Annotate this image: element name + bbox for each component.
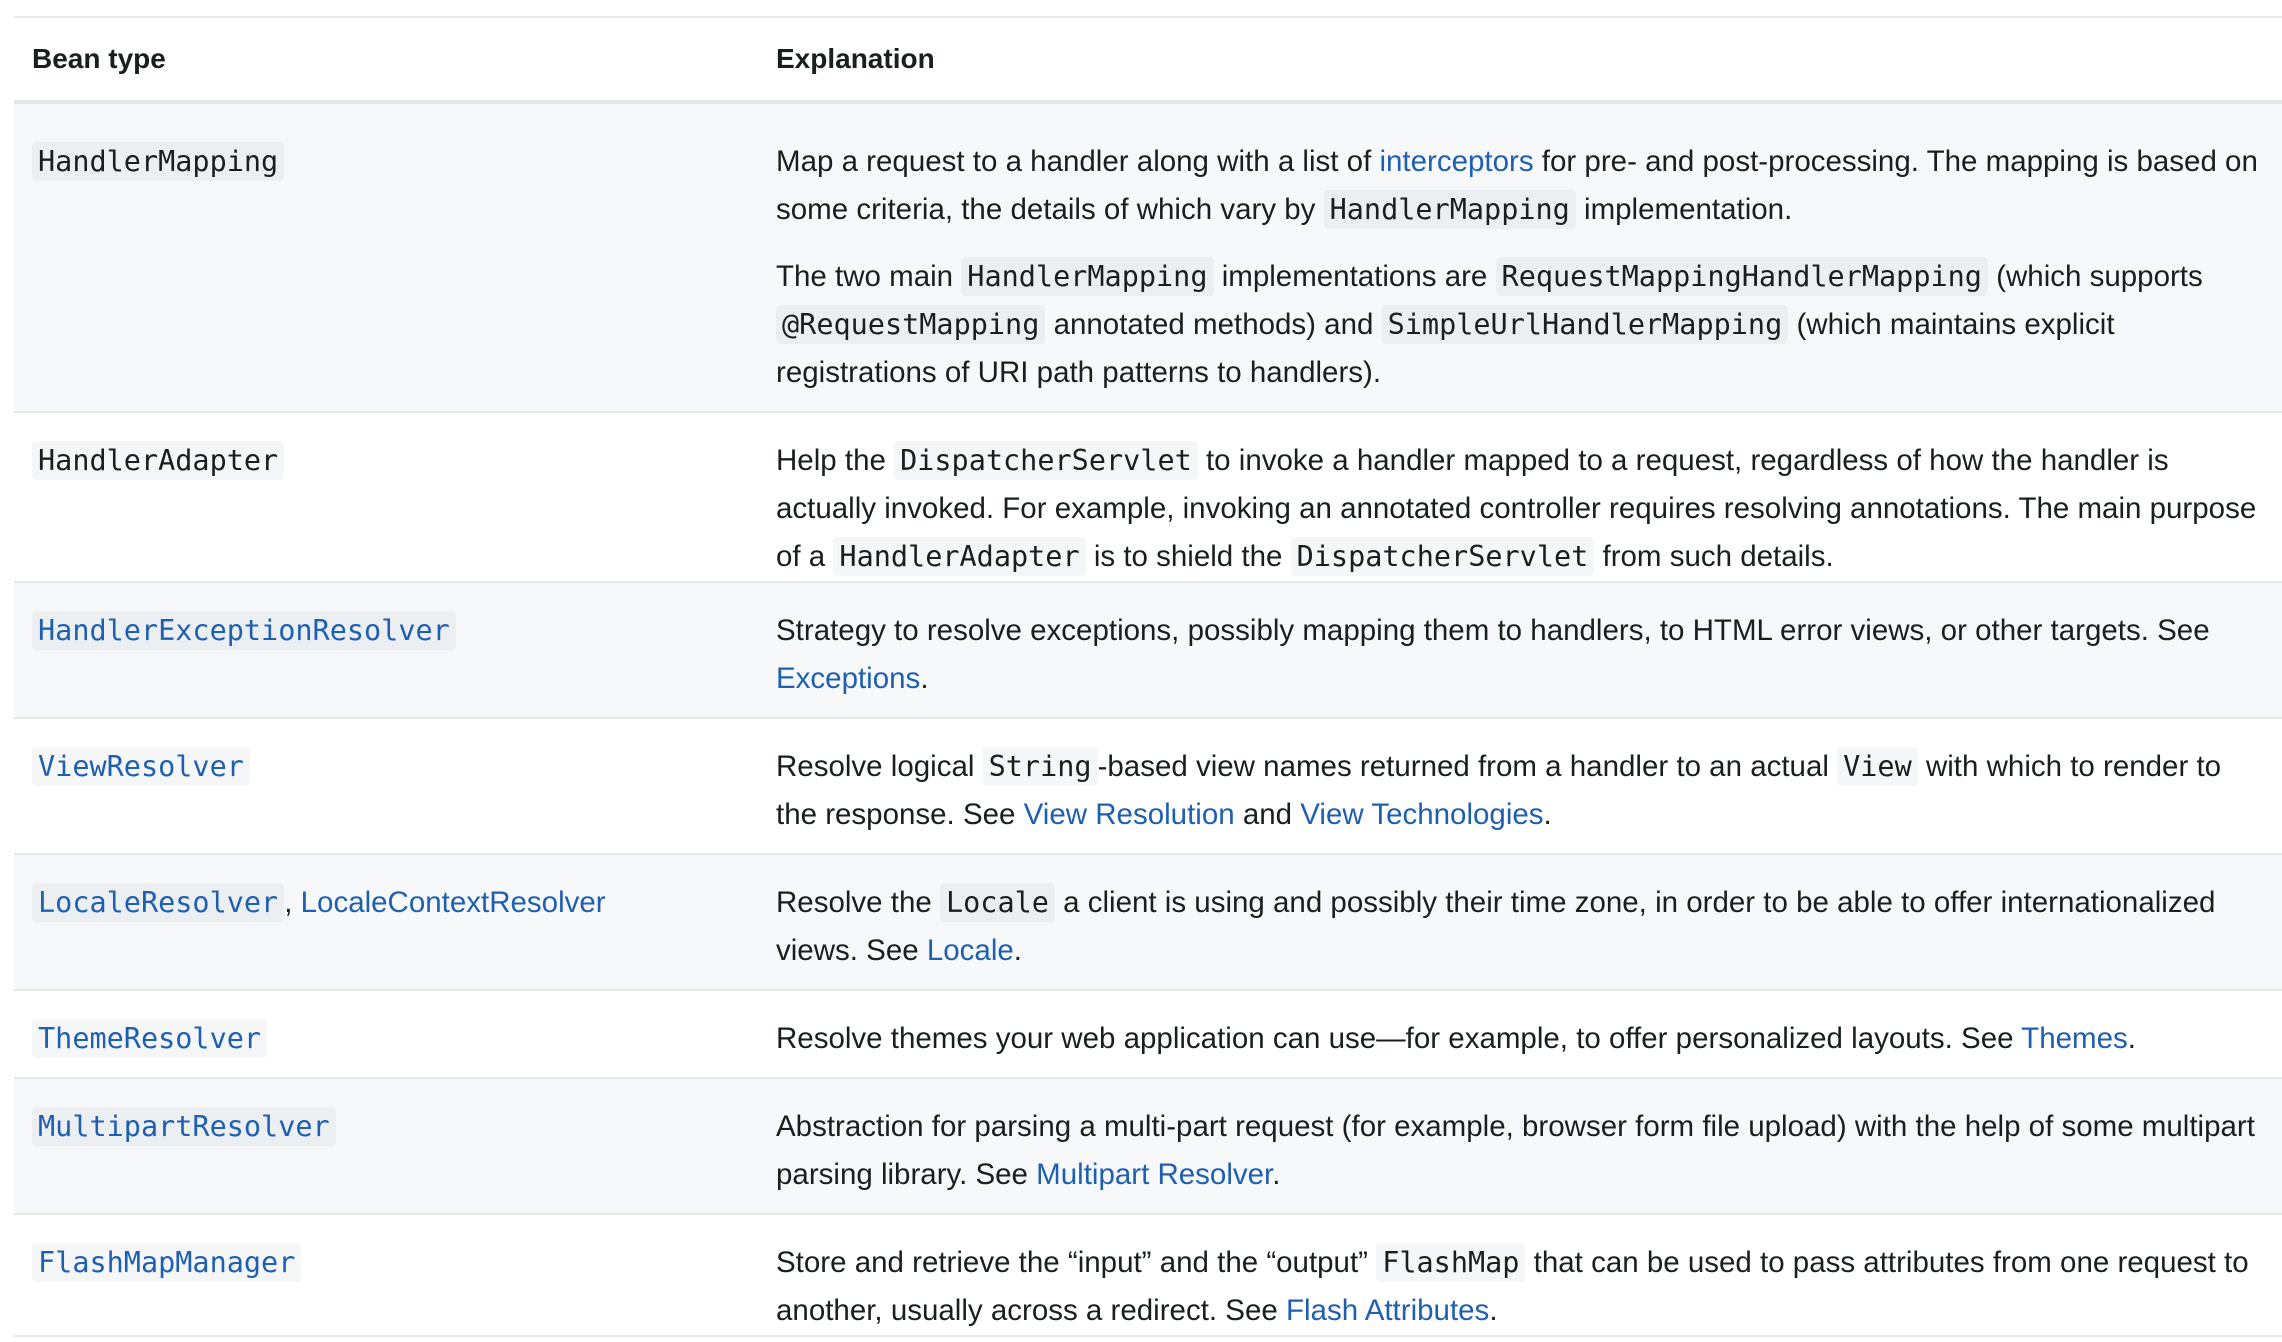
- explanation-text: for pre- and post-processing. The mapping is based on some criteria, the details of which vary by: [776, 145, 2258, 226]
- bean-type-cell: [14, 412, 776, 582]
- inline-code: SimpleUrlHandlerMapping: [1382, 305, 1789, 344]
- bean-type-cell: [14, 1078, 776, 1214]
- explanation-text: .: [1489, 1294, 1498, 1327]
- explanation-text: annotated methods) and: [1045, 308, 1382, 341]
- explanation-paragraph: [776, 1103, 2270, 1199]
- explanation-text: Map a request to a handler along with a list of: [776, 145, 1380, 178]
- explanation-paragraph: [776, 607, 2270, 703]
- table-header-row: [14, 18, 2282, 102]
- doc-link[interactable]: interceptors: [1379, 145, 1534, 178]
- bean-type-cell: [14, 990, 776, 1078]
- inline-code: FlashMap: [1376, 1243, 1525, 1282]
- inline-code: HandlerMapping: [961, 257, 1213, 296]
- bean-type-cell: [14, 718, 776, 854]
- table-row: [14, 102, 2282, 412]
- explanation-paragraph: [776, 879, 2270, 975]
- inline-code: DispatcherServlet: [894, 441, 1198, 480]
- explanation-text: The two main: [776, 260, 962, 293]
- explanation-paragraph: [776, 138, 2270, 234]
- explanation-text: implementations are: [1213, 260, 1496, 293]
- table-row: [14, 854, 2282, 990]
- explanation-cell: [776, 854, 2282, 990]
- table-row: [14, 990, 2282, 1078]
- explanation-cell: [776, 718, 2282, 854]
- explanation-text: Abstraction for parsing a multi-part request (for example, browser form file upload) with the help of some multipart parsing library. See: [776, 1110, 2255, 1191]
- explanation-cell: [776, 582, 2282, 718]
- table-row: [14, 1214, 2282, 1336]
- header-bean-type: Bean type: [14, 18, 776, 102]
- explanation-paragraph: [776, 743, 2270, 839]
- doc-link[interactable]: Multipart Resolver: [1036, 1158, 1273, 1191]
- explanation-text: .: [1543, 798, 1552, 831]
- bean-type-cell: [14, 1214, 776, 1336]
- bean-types-table: [14, 18, 2282, 1337]
- explanation-paragraph: [776, 437, 2270, 581]
- doc-link[interactable]: Exceptions: [776, 662, 921, 695]
- explanation-cell: [776, 1214, 2282, 1336]
- explanation-paragraph: [776, 1239, 2270, 1335]
- inline-code: String: [983, 747, 1098, 786]
- explanation-cell: [776, 412, 2282, 582]
- doc-link[interactable]: Flash Attributes: [1285, 1294, 1490, 1327]
- explanation-text: with which to render to the response. See: [776, 750, 2222, 831]
- explanation-text: Resolve the: [776, 886, 940, 919]
- bean-type-link[interactable]: ThemeResolver: [32, 1019, 267, 1058]
- bean-type-name: HandlerAdapter: [32, 441, 284, 480]
- explanation-text: a client is using and possibly their time zone, in order to be able to offer internationalized views. See: [776, 886, 2216, 967]
- inline-code: HandlerMapping: [1324, 190, 1576, 229]
- bean-type-link[interactable]: LocaleContextResolver: [300, 886, 606, 919]
- doc-link[interactable]: Locale: [926, 934, 1014, 967]
- bean-type-link[interactable]: ViewResolver: [32, 747, 250, 786]
- explanation-text: Resolve themes your web application can use—for example, to offer personalized layouts. See: [776, 1022, 2022, 1055]
- header-explanation: Explanation: [776, 18, 2282, 102]
- table-row: [14, 718, 2282, 854]
- explanation-text: that can be used to pass attributes from one request to another, usually across a redirect. See: [776, 1246, 2249, 1327]
- bean-type-cell: [14, 854, 776, 990]
- bean-type-link[interactable]: LocaleResolver: [32, 883, 284, 922]
- bean-type-cell: [14, 102, 776, 412]
- separator: ,: [284, 886, 301, 919]
- explanation-text: .: [1272, 1158, 1281, 1191]
- bean-type-name: HandlerMapping: [32, 142, 284, 181]
- table-body: [14, 102, 2282, 1336]
- explanation-text: .: [920, 662, 929, 695]
- inline-code: DispatcherServlet: [1291, 537, 1595, 576]
- doc-link[interactable]: View Resolution: [1023, 798, 1235, 831]
- table-row: [14, 1078, 2282, 1214]
- explanation-text: Strategy to resolve exceptions, possibly mapping them to handlers, to HTML error views, or other targets. See: [776, 614, 2210, 647]
- explanation-text: (which maintains explicit registrations of URI path patterns to handlers).: [776, 308, 2115, 389]
- explanation-paragraph: [776, 1015, 2270, 1063]
- explanation-text: implementation.: [1575, 193, 1793, 226]
- inline-code: @RequestMapping: [776, 305, 1045, 344]
- explanation-text: Help the: [776, 444, 895, 477]
- inline-code: View: [1837, 747, 1918, 786]
- explanation-cell: [776, 1078, 2282, 1214]
- bean-type-link[interactable]: MultipartResolver: [32, 1107, 336, 1146]
- inline-code: Locale: [940, 883, 1055, 922]
- explanation-cell: [776, 990, 2282, 1078]
- explanation-text: .: [2127, 1022, 2136, 1055]
- bean-type-link[interactable]: FlashMapManager: [32, 1243, 301, 1282]
- explanation-paragraph: [776, 253, 2270, 397]
- bean-type-link[interactable]: HandlerExceptionResolver: [32, 611, 456, 650]
- explanation-cell: [776, 102, 2282, 412]
- explanation-text: from such details.: [1594, 540, 1834, 573]
- explanation-text: is to shield the: [1085, 540, 1291, 573]
- explanation-text: to invoke a handler mapped to a request, regardless of how the handler is actually invoked. For example, invoking an annotated controller requires resolving annotations. The main purpose of a: [776, 444, 2257, 573]
- explanation-text: -based view names returned from a handler to an actual: [1097, 750, 1838, 783]
- explanation-text: Resolve logical: [776, 750, 983, 783]
- inline-code: HandlerAdapter: [833, 537, 1085, 576]
- doc-link[interactable]: View Technologies: [1300, 798, 1544, 831]
- table-row: [14, 412, 2282, 582]
- explanation-text: .: [1013, 934, 1022, 967]
- doc-link[interactable]: Themes: [2021, 1022, 2128, 1055]
- table-row: [14, 582, 2282, 718]
- inline-code: RequestMappingHandlerMapping: [1496, 257, 1988, 296]
- explanation-text: Store and retrieve the “input” and the “output”: [776, 1246, 1377, 1279]
- bean-type-cell: [14, 582, 776, 718]
- explanation-text: and: [1234, 798, 1301, 831]
- explanation-text: (which supports: [1987, 260, 2203, 293]
